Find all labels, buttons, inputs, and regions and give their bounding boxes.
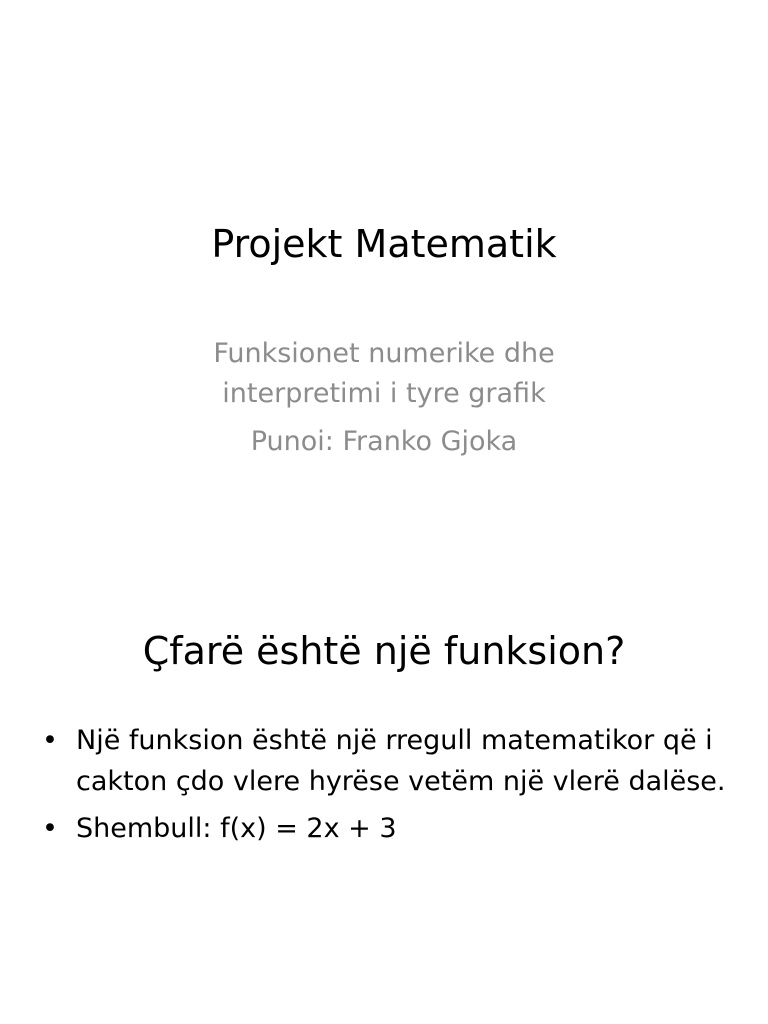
- bullet-icon: •: [42, 813, 58, 844]
- bullet-item: [42, 808, 732, 849]
- bullet-text: Një funksion është një rregull matematikor që i cakton çdo vlere hyrëse vetëm një vlerë dalëse.: [76, 725, 726, 797]
- slide-function-definition: [0, 512, 768, 1024]
- bullet-icon: •: [42, 725, 58, 756]
- bullet-item: [42, 720, 732, 802]
- bullet-list: [42, 720, 732, 855]
- presentation-title: Projekt Matematik: [211, 222, 557, 266]
- slide-heading: Çfarë është një funksion?: [142, 629, 626, 673]
- bullet-text: Shembull: f(x) = 2x + 3: [76, 813, 397, 844]
- subtitle-line-2: interpretimi i tyre grafik: [222, 378, 546, 409]
- presentation-subtitle: [0, 334, 768, 462]
- author-line: Punoi: Franko Gjoka: [250, 426, 518, 457]
- subtitle-line-1: Funksionet numerike dhe: [213, 338, 555, 369]
